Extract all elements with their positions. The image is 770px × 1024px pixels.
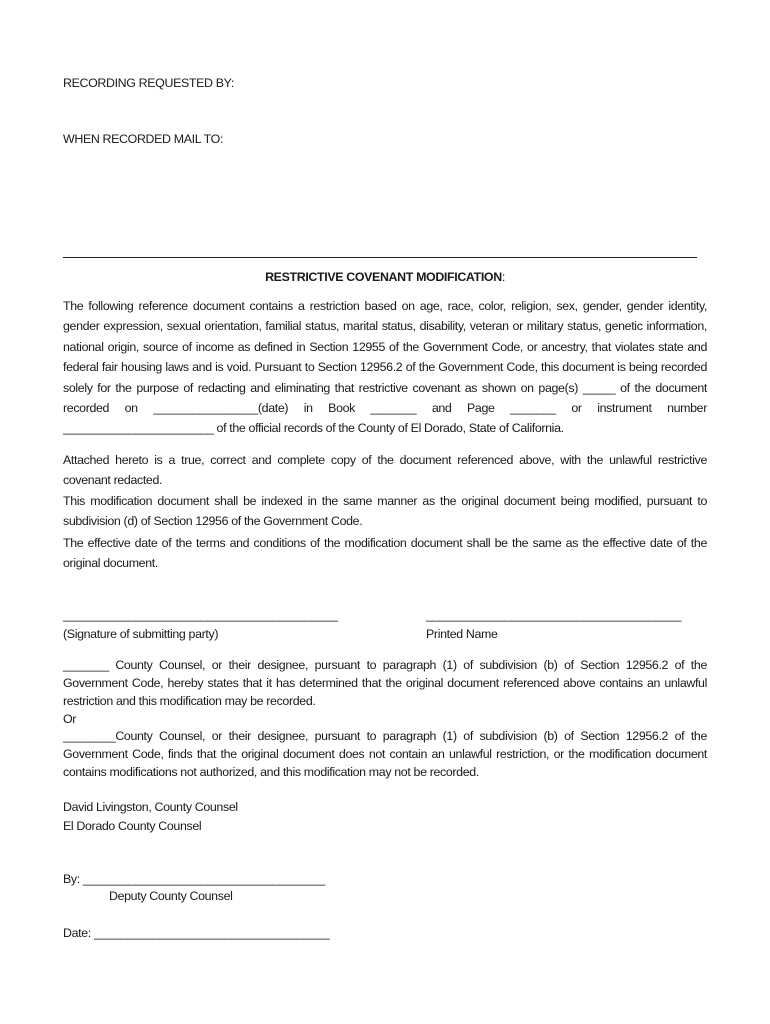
effective-date-paragraph: The effective date of the terms and conditions of the modification document shall be the same as the effective date of the original document. bbox=[63, 536, 707, 571]
document-title bbox=[0, 270, 770, 284]
covenant-paragraph: The following reference document contains a restriction based on age, race, color, religion, sex, gender, gender identity, gender expression, sexual orientation, familial status, marital status, disability, veteran or military status, genetic information, national origin, source of income as defined in Section 12955 of the Government Code, or ancestry, that violates state and federal fair housing laws and is void. Pursuant to Section 12956.2 of the Government Code, this document is being recorded solely for the purpose of redacting and eliminating that restrictive covenant as shown on page(s) _____ of the document recorded on ________________(date) in Book _______ and Page _______ or instrument number _______________________ of the official records of the County of El Dorado, State of California. bbox=[63, 299, 707, 436]
recording-requested-by: RECORDING REQUESTED BY: bbox=[63, 76, 234, 90]
indexing-paragraph: This modification document shall be indexed in the same manner as the original document being modified, pursuant to subdivision (d) of Section 12956 of the Government Code. bbox=[63, 494, 707, 529]
when-recorded-mail-to: WHEN RECORDED MAIL TO: bbox=[63, 132, 224, 146]
date-line: Date: ____________________________________ bbox=[63, 926, 330, 940]
or-separator: Or bbox=[63, 712, 77, 726]
counsel-option-deny: ________County Counsel, or their designee, pursuant to paragraph (1) of subdivision (b) of Section 12956.2 of the Government Code, finds that the original document does not contain an unlawful restriction, or the modification document contains modifications not authorized, and this modification may not be recorded. bbox=[63, 729, 707, 779]
by-signature-line: By: _____________________________________ bbox=[63, 872, 325, 886]
header-divider bbox=[63, 257, 697, 258]
printed-name-label: Printed Name bbox=[426, 627, 498, 641]
title-text: RESTRICTIVE COVENANT MODIFICATION bbox=[265, 270, 502, 284]
counsel-option-approve: _______ County Counsel, or their designee, pursuant to paragraph (1) of subdivision (b) of Section 12956.2 of the Government Code, hereby states that it has determined that the original document referenced above contains an unlawful restriction and this modification may be recorded. bbox=[63, 658, 707, 708]
title-colon: : bbox=[501, 270, 505, 284]
printed-name-line: _______________________________________ bbox=[426, 608, 682, 622]
deputy-title: Deputy County Counsel bbox=[109, 889, 233, 903]
counsel-name: David Livingston, County Counsel bbox=[63, 800, 238, 814]
attached-paragraph: Attached hereto is a true, correct and complete copy of the document referenced above, with the unlawful restrictive covenant redacted. bbox=[63, 453, 707, 488]
signature-line: __________________________________________ bbox=[63, 608, 338, 622]
signature-label: (Signature of submitting party) bbox=[63, 627, 219, 641]
counsel-office: El Dorado County Counsel bbox=[63, 819, 202, 833]
